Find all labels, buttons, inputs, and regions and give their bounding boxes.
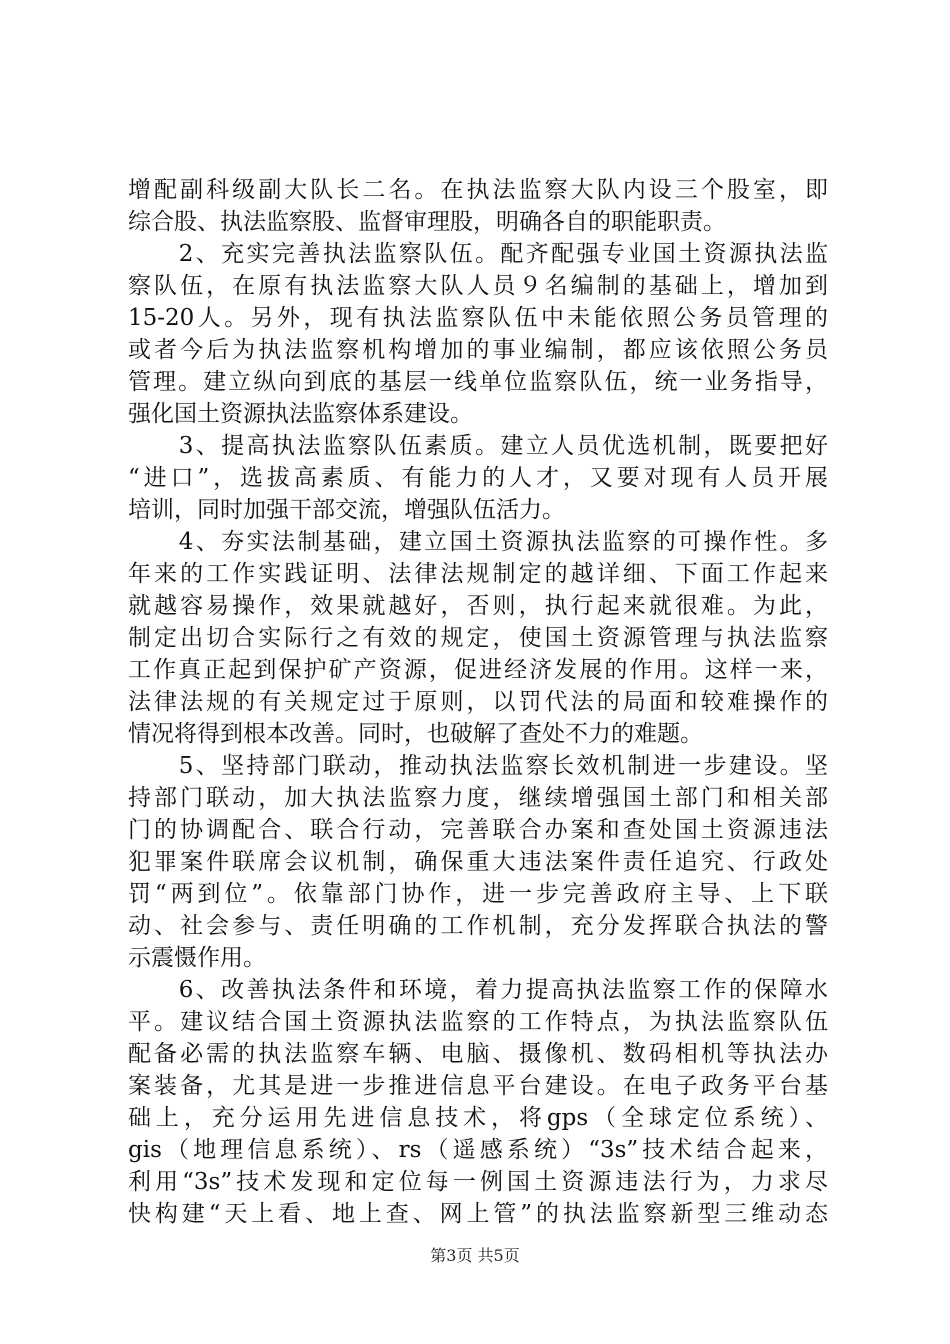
- text-line: 犯罪案件联席会议机制，确保重大违法案件责任追究、行政处: [128, 849, 828, 875]
- text-line: 强化国土资源执法监察体系建设。: [128, 401, 473, 427]
- text-line: 工作真正起到保护矿产资源，促进经济发展的作用。这样一来，: [128, 657, 828, 683]
- text-line: gis（地理信息系统）、rs（遥感系统）“3s”技术结合起来，: [128, 1137, 828, 1163]
- text-line: 5、坚持部门联动，推动执法监察长效机制进一步建设。坚: [128, 753, 828, 779]
- text-line: 利用“3s”技术发现和定位每一例国土资源违法行为，力求尽: [128, 1169, 828, 1195]
- text-line: 础上，充分运用先进信息技术，将gps（全球定位系统）、: [128, 1105, 828, 1131]
- text-line: 或者今后为执法监察机构增加的事业编制，都应该依照公务员: [128, 337, 828, 363]
- text-line: 综合股、执法监察股、监督审理股，明确各自的职能职责。: [128, 209, 726, 235]
- text-line: 15-20人。另外，现有执法监察队伍中未能依照公务员管理的: [128, 305, 828, 331]
- text-line: 动、社会参与、责任明确的工作机制，充分发挥联合执法的警: [128, 913, 828, 939]
- text-line: 培训，同时加强干部交流，增强队伍活力。: [128, 497, 565, 523]
- text-line: “进口”，选拔高素质、有能力的人才，又要对现有人员开展: [128, 465, 828, 491]
- text-line: 3、提高执法监察队伍素质。建立人员优选机制，既要把好: [128, 433, 828, 459]
- text-line: 增配副科级副大队长二名。在执法监察大队内设三个股室，即: [128, 177, 828, 203]
- text-line: 察队伍，在原有执法监察大队人员９名编制的基础上，增加到: [128, 273, 828, 299]
- text-line: 示震慑作用。: [128, 945, 266, 971]
- text-line: 情况将得到根本改善。同时，也破解了查处不力的难题。: [128, 721, 703, 747]
- text-line: 配备必需的执法监察车辆、电脑、摄像机、数码相机等执法办: [128, 1041, 828, 1067]
- text-line: 管理。建立纵向到底的基层一线单位监察队伍，统一业务指导，: [128, 369, 828, 395]
- text-line: 罚“两到位”。依靠部门协作，进一步完善政府主导、上下联: [128, 881, 828, 907]
- text-line: 平。建议结合国土资源执法监察的工作特点，为执法监察队伍: [128, 1009, 828, 1035]
- text-line: 持部门联动，加大执法监察力度，继续增强国土部门和相关部: [128, 785, 828, 811]
- page-footer: 第3页 共5页: [430, 1246, 520, 1265]
- document-body: [128, 174, 828, 1230]
- text-line: 4、夯实法制基础，建立国土资源执法监察的可操作性。多: [128, 529, 828, 555]
- text-line: 制定出切合实际行之有效的规定，使国土资源管理与执法监察: [128, 625, 828, 651]
- text-line: 2、充实完善执法监察队伍。配齐配强专业国土资源执法监: [128, 241, 828, 267]
- text-line: 6、改善执法条件和环境，着力提高执法监察工作的保障水: [128, 977, 828, 1003]
- text-line: 快构建“天上看、地上查、网上管”的执法监察新型三维动态: [128, 1201, 828, 1227]
- text-line: 门的协调配合、联合行动，完善联合办案和查处国土资源违法: [128, 817, 828, 843]
- text-line: 就越容易操作，效果就越好，否则，执行起来就很难。为此，: [128, 593, 828, 619]
- text-line: 法律法规的有关规定过于原则，以罚代法的局面和较难操作的: [128, 689, 828, 715]
- text-line: 案装备，尤其是进一步推进信息平台建设。在电子政务平台基: [128, 1073, 828, 1099]
- text-line: 年来的工作实践证明、法律法规制定的越详细、下面工作起来: [128, 561, 828, 587]
